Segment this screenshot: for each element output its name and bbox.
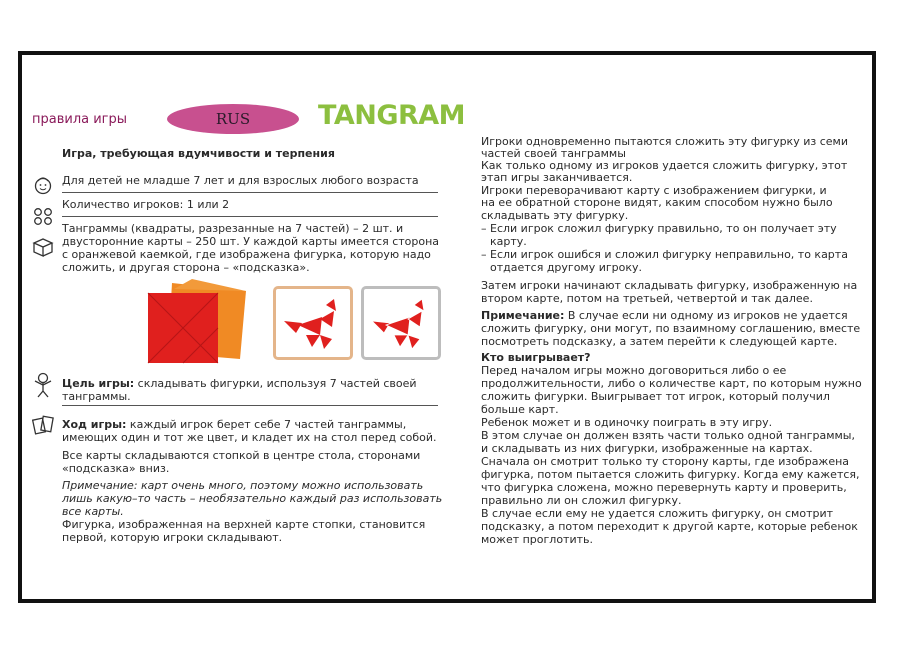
- win-line: больше карт.: [481, 403, 559, 416]
- goal-line-2: танграммы.: [62, 390, 131, 403]
- para-line: втором карте, потом на третьей, четвертой и так далее.: [481, 292, 813, 305]
- note-line: Примечание: карт очень много, поэтому можно использовать: [62, 479, 424, 492]
- goal-line: [62, 377, 417, 390]
- para-line: – Если игрок ошибся и сложил фигурку неправильно, то карта: [481, 248, 848, 261]
- para-line: – Если игрок сложил фигурку правильно, то он получает эту: [481, 222, 837, 235]
- tangram-squares-image: [146, 277, 250, 365]
- box-icon: [32, 236, 54, 258]
- move-title: Ход игры:: [62, 418, 127, 431]
- para-line: Как только одному из игроков удается сложить фигурку, этот: [481, 159, 848, 172]
- note-title: Примечание:: [481, 309, 565, 322]
- contents-line: с оранжевой каемкой, где изображена фигурка, которую надо: [62, 248, 431, 261]
- win-line: продолжительности, либо о количестве карт, по которым нужно: [481, 377, 862, 390]
- note-line: [481, 309, 848, 322]
- para-line: на ее обратной стороне видят, каким способом нужно было: [481, 196, 833, 209]
- para-line: Игроки одновременно пытаются сложить эту фигурку из семи: [481, 135, 848, 148]
- top-card-line: первой, которую игроки складывают.: [62, 531, 283, 544]
- logo: TANGRAM: [318, 100, 466, 131]
- goal-title: Цель игры:: [62, 377, 135, 390]
- contents-line: Танграммы (квадраты, разрезанные на 7 частей) – 2 шт. и: [62, 222, 404, 235]
- para-line: отдается другому игроку.: [490, 261, 643, 274]
- players-text: Количество игроков: 1 или 2: [62, 198, 230, 211]
- win-line: фигурка, потом пытается сложить фигурку. Когда ему кажется,: [481, 468, 860, 481]
- para-line: частей своей танграммы: [481, 147, 626, 160]
- win-line: Сначала он смотрит только ту сторону карты, где изображена: [481, 455, 850, 468]
- hint-card: [361, 286, 441, 360]
- win-line: В этом случае он должен взять части только одной танграммы,: [481, 429, 855, 442]
- move-line-2: имеющих один и тот же цвет, и кладет их на стол перед собой.: [62, 431, 437, 444]
- figure-card: [273, 286, 353, 360]
- para-line: складывать эту фигурку.: [481, 209, 629, 222]
- note-text: В случае если ни одному из игроков не удается: [564, 309, 848, 322]
- runner-figure-icon: [276, 289, 350, 357]
- divider: [62, 405, 438, 406]
- cards-icon: [32, 414, 54, 436]
- win-line: может проглотить.: [481, 533, 593, 546]
- win-line: Ребенок может и в одиночку поиграть в эту игру.: [481, 416, 773, 429]
- top-card-line: Фигурка, изображенная на верхней карте стопки, становится: [62, 518, 426, 531]
- note-line: сложить фигурку, они могут, по взаимному соглашению, вместе: [481, 322, 861, 335]
- players-icon: [32, 207, 54, 227]
- para-line: карту.: [490, 235, 527, 248]
- para-line: Затем игроки начинают складывать фигурку, изображенную на: [481, 279, 858, 292]
- win-line: что фигурка сложена, можно перевернуть карту и проверить,: [481, 481, 847, 494]
- note-line: все карты.: [62, 505, 124, 518]
- subtitle: Игра, требующая вдумчивости и терпения: [62, 147, 335, 160]
- win-line: В случае если ему не удается сложить фигурку, он смотрит: [481, 507, 834, 520]
- contents-line: сложить, и другая сторона – «подсказка».: [62, 261, 310, 274]
- para-line: Игроки переворачивают карту с изображением фигурки, и: [481, 184, 827, 197]
- goal-text: складывать фигурки, используя 7 частей своей: [134, 377, 417, 390]
- language-badge: RUS: [167, 104, 299, 134]
- stack-line: «подсказка» вниз.: [62, 462, 170, 475]
- divider: [62, 216, 438, 217]
- runner-hint-icon: [364, 289, 438, 357]
- note-line: посмотреть подсказку, а затем перейти к следующей карте.: [481, 335, 838, 348]
- note-line: лишь какую–то часть – необязательно каждый раз использовать: [62, 492, 443, 505]
- win-line: Перед началом игры можно договориться либо о ее: [481, 364, 787, 377]
- rules-label: правила игры: [32, 112, 128, 127]
- divider: [62, 192, 438, 193]
- contents-line: двусторонние карты – 250 шт. У каждой карты имеется сторона: [62, 235, 440, 248]
- para-line: этап игры заканчивается.: [481, 171, 633, 184]
- move-line: [62, 418, 406, 431]
- win-title: Кто выигрывает?: [481, 351, 591, 364]
- win-line: сложить фигурки. Выигрывает тот игрок, который получил: [481, 390, 830, 403]
- child-face-icon: [33, 175, 53, 195]
- win-line: и складывать из них фигурки, изображенные на картах.: [481, 442, 813, 455]
- stack-line: Все карты складываются стопкой в центре стола, сторонами: [62, 449, 421, 462]
- stick-figure-icon: [32, 372, 54, 398]
- move-text: каждый игрок берет себе 7 частей танграммы,: [126, 418, 407, 431]
- age-text: Для детей не младше 7 лет и для взрослых любого возраста: [62, 174, 419, 187]
- win-line: правильно ли он сложил фигурку.: [481, 494, 682, 507]
- win-line: подсказку, а потом переходит к другой карте, которые ребенок: [481, 520, 858, 533]
